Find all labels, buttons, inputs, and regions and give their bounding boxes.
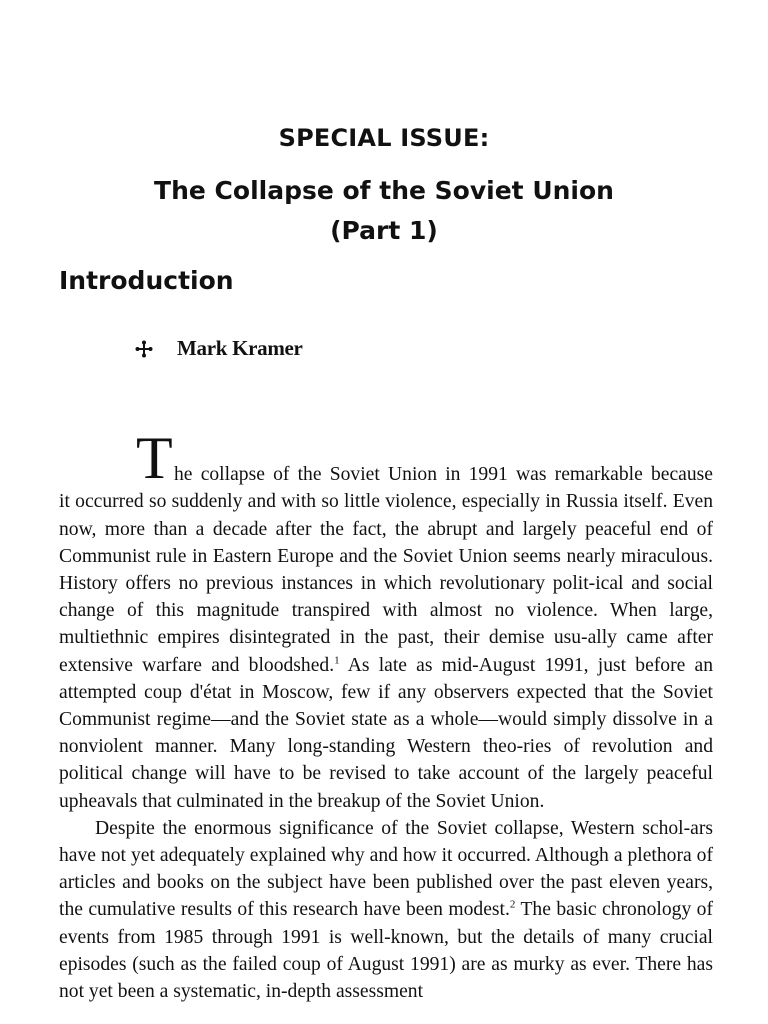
drop-cap: T [136,425,173,491]
paragraph-1 [59,461,713,815]
section-heading: Introduction [59,266,234,295]
paragraph-2-text-b: The basic chronology of events from 1985 through 1991 is well-known, but the details of many crucial episodes (such as the failed coup of August 1991) are as murky as ever. There has not yet been a systematic, in-depth assessment [59,899,713,1003]
paragraph-2-text-a: Despite the enormous significance of the Soviet collapse, Western schol-ars have not yet adequately explained why and how it occurred. Although a plethora of articles and books on the subject have been published over the past eleven years, the cumulative results of this research have been modest. [59,817,713,921]
byline [135,336,303,361]
special-issue-label: SPECIAL ISSUE: [278,124,490,152]
article-body [59,425,713,1005]
paragraph-2 [59,815,713,1005]
footnote-ref-1: 1 [334,654,340,667]
issue-title-line-1: The Collapse of the Soviet Union [154,176,614,205]
paragraph-1-first-line: he collapse of the Soviet Union in 1991 was remarkable because [174,464,713,486]
author-name: Mark Kramer [177,336,303,360]
paragraph-1-text-b: As late as mid-August 1991, just before an attempted coup d'état in Moscow, few if any observers expected that the Soviet Communist regime—and the Soviet state as a whole—would simply dissolve in a nonviolent manner. Many long-standing Western theo-ries of revolution and political change will have to be revised to take account of the largely peaceful upheavals that culminated in the breakup of the Soviet Union. [59,654,713,812]
paragraph-1-text-a: it occurred so suddenly and with so little violence, especially in Russia itself. Even now, more than a decade after the fact, the abrupt and largely peaceful end of Communist rule in Eastern Europe and the Soviet Union seems nearly miraculous. History offers no previous instances in which revolutionary polit-ical and social change of this magnitude transpired with almost no violence. When large, multiethnic empires disintegrated in the past, their demise usu-ally came after extensive warfare and bloodshed. [59,491,713,676]
footnote-ref-2: 2 [509,898,516,911]
four-dot-ornament-icon [135,340,153,358]
issue-title-line-2: (Part 1) [330,216,438,245]
